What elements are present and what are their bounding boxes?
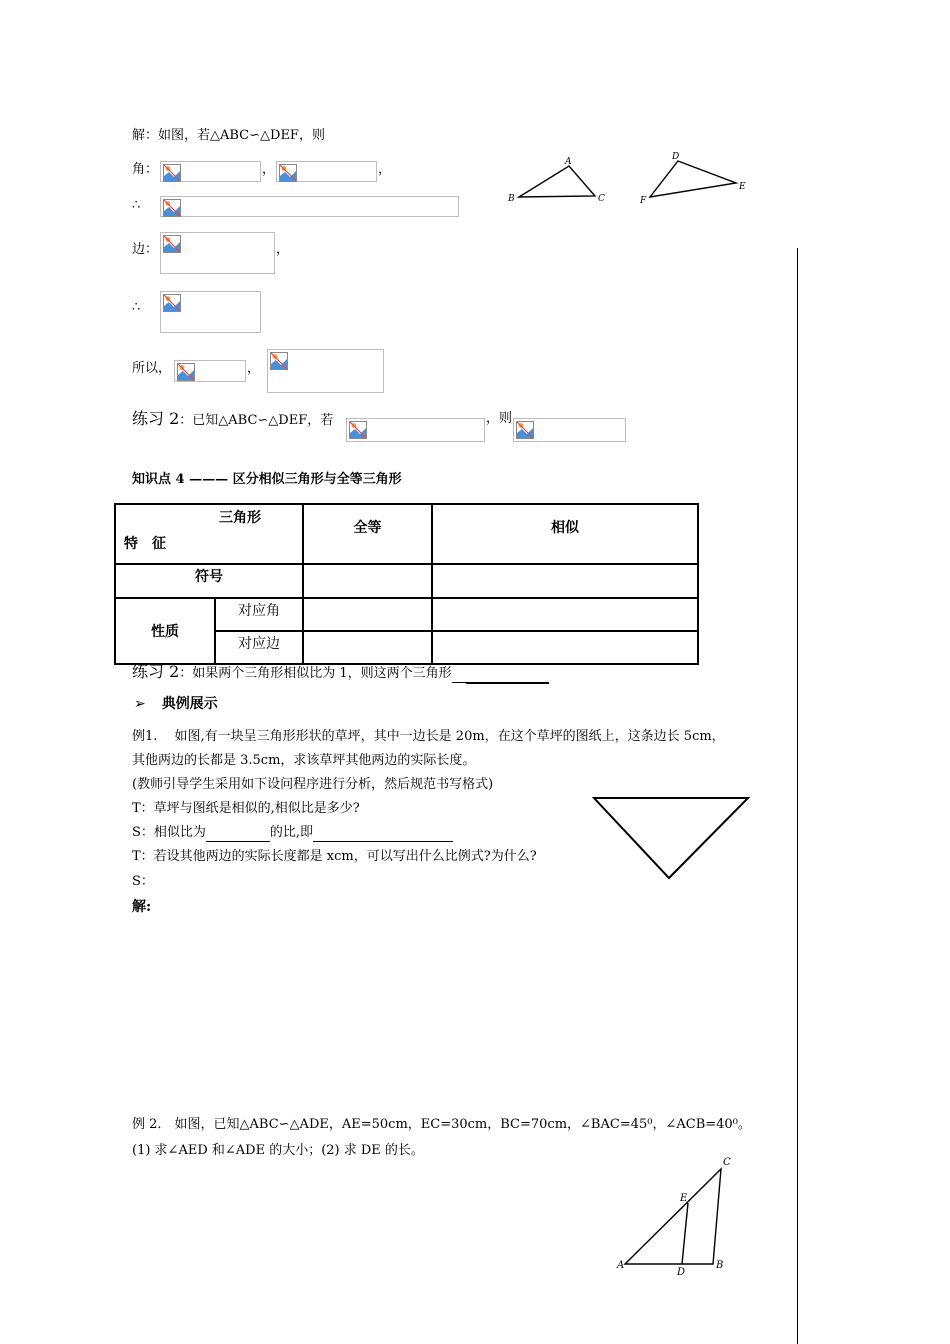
ex1-student-a2: S： xyxy=(132,874,154,889)
cell-angle-congruent xyxy=(303,598,432,631)
practice2-line xyxy=(132,664,549,684)
vertex-label-d: D xyxy=(672,152,680,162)
triangle-def-shape xyxy=(650,161,736,197)
blank-ratio-2 xyxy=(313,825,453,842)
formula-image-conclusion xyxy=(160,291,261,333)
ex2-line-2: (1) 求∠AED 和∠ADE 的大小；(2) 求 DE 的长。 xyxy=(132,1143,424,1158)
row-label-property: 性质 xyxy=(115,598,215,664)
formula-image-ratio xyxy=(160,196,459,217)
comma: ， xyxy=(247,361,261,376)
vertex-label-e: E xyxy=(739,182,746,192)
broken-image-icon xyxy=(163,294,181,312)
triangle-abc-shape xyxy=(519,166,595,197)
formula-image-practice-result xyxy=(513,418,626,442)
ex1-teacher-q2: T：若设其他两边的实际长度都是 xcm，可以写出什么比例式?为什么? xyxy=(132,849,537,864)
examples-heading: 典例展示 xyxy=(161,696,218,712)
sub-label-side: 对应边 xyxy=(215,631,303,664)
broken-image-icon xyxy=(349,421,367,439)
segment-de xyxy=(682,1203,688,1264)
broken-image-icon xyxy=(163,235,181,253)
table-row-symbol xyxy=(115,564,698,598)
ex1-answer-label: 解: xyxy=(132,899,152,915)
corner-label-feature: 特 征 xyxy=(124,536,166,552)
practice-label: 练习 2 xyxy=(132,409,180,428)
ex2-label-a: A xyxy=(617,1260,625,1271)
figure-similar-triangles xyxy=(500,145,760,215)
angle-label: 角： xyxy=(132,162,159,177)
vertex-label-c: C xyxy=(598,194,605,204)
col-header-similar: 相似 xyxy=(432,504,698,564)
practice2-text: ：如果两个三角形相似比为 1，则这两个三角形 xyxy=(179,666,452,681)
broken-image-icon xyxy=(177,363,195,381)
comma: ， xyxy=(276,242,290,257)
blank-answer xyxy=(466,666,549,684)
vertex-label-a: A xyxy=(565,157,572,167)
table-row-angle xyxy=(115,598,698,631)
ex1-line-1: 例1. 如图,有一块呈三角形形状的草坪，其中一边长是 20m，在这个草坪的图纸上，这条边长 5cm， xyxy=(132,729,725,744)
triangle-def xyxy=(639,152,746,206)
ex1-line-3: (教师引导学生采用如下设问程序进行分析，然后规范书写格式) xyxy=(132,777,494,792)
formula-image-so-1 xyxy=(174,360,246,382)
figure-ex2-triangle xyxy=(610,1150,740,1280)
corner-label-triangle: 三角形 xyxy=(219,510,261,526)
cell-angle-similar xyxy=(432,598,698,631)
ex1-student-a1 xyxy=(132,825,453,842)
figure-lawn-triangle xyxy=(590,794,755,884)
side-label: 边： xyxy=(132,242,159,257)
broken-image-icon xyxy=(516,421,534,439)
cell-symbol-similar xyxy=(432,564,698,598)
formula-image-side xyxy=(160,232,275,274)
comma: ， xyxy=(378,162,392,177)
sub-label-angle: 对应角 xyxy=(215,598,303,631)
therefore-symbol: ∴ xyxy=(132,198,141,213)
triangle-abc xyxy=(507,157,605,204)
blank-short xyxy=(452,666,466,683)
practice-then: ，则 xyxy=(486,411,513,426)
col-header-congruent: 全等 xyxy=(303,504,432,564)
table-header-row xyxy=(115,504,698,564)
broken-image-icon xyxy=(163,199,181,217)
formula-image-so-2 xyxy=(267,349,384,393)
bullet-arrow-icon: ➢ xyxy=(134,696,146,712)
comma: ， xyxy=(262,162,276,177)
formula-image-angle-1 xyxy=(160,161,261,182)
row-label-symbol: 符号 xyxy=(115,564,303,598)
ex2-label-e: E xyxy=(680,1193,688,1204)
ex1-line-2: 其他两边的长都是 3.5cm，求该草坪其他两边的实际长度。 xyxy=(132,753,476,768)
ex1-teacher-q1: T：草坪与图纸是相似的,相似比是多少? xyxy=(132,801,360,816)
practice-line xyxy=(132,411,333,429)
student-a1-text-2: 的比,即 xyxy=(269,825,314,840)
ex2-label-c: C xyxy=(723,1157,731,1168)
broken-image-icon xyxy=(279,164,297,182)
comparison-table xyxy=(114,503,699,665)
therefore-symbol: ∴ xyxy=(132,300,141,315)
examples-heading-line xyxy=(134,695,218,713)
ex2-label-b: B xyxy=(716,1260,724,1271)
cell-side-similar xyxy=(432,631,698,664)
ex2-label-d: D xyxy=(677,1267,686,1278)
table-corner-cell xyxy=(115,504,303,564)
so-label: 所以， xyxy=(132,361,172,376)
practice2-label: 练习 2 xyxy=(132,662,180,681)
formula-image-angle-2 xyxy=(276,161,377,182)
triangle-abc-ex2-shape xyxy=(625,1169,721,1264)
solution-intro: 解：如图，若△ABC∽△DEF，则 xyxy=(132,128,325,143)
ex2-line-1: 例 2． 如图，已知△ABC∽△ADE，AE=50cm，EC=30cm，BC=70cm，∠BAC=45⁰，∠ACB=40⁰。 xyxy=(132,1117,751,1132)
broken-image-icon xyxy=(163,164,181,182)
cell-side-congruent xyxy=(303,631,432,664)
broken-image-icon xyxy=(270,352,288,370)
page-margin-rule xyxy=(797,248,798,1344)
practice-text: ：已知△ABC∽△DEF，若 xyxy=(179,413,334,428)
formula-image-practice-given xyxy=(346,418,485,442)
vertex-label-b: B xyxy=(508,194,515,204)
knowledge-heading: 知识点 4 ——— 区分相似三角形与全等三角形 xyxy=(132,472,402,487)
vertex-label-f: F xyxy=(640,196,647,206)
blank-ratio-1 xyxy=(206,825,270,842)
student-a1-text: S：相似比为 xyxy=(132,825,206,840)
lawn-triangle-shape xyxy=(594,798,748,878)
cell-symbol-congruent xyxy=(303,564,432,598)
